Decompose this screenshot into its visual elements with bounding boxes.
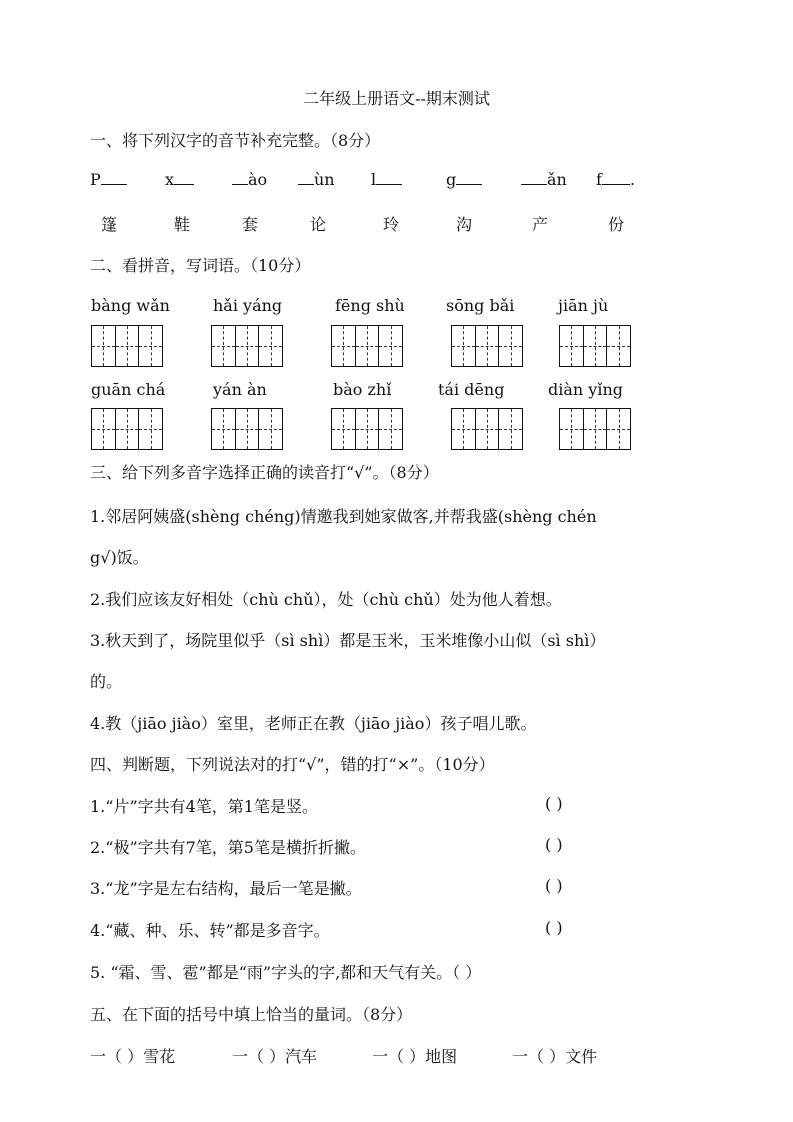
- char-8: 份: [607, 215, 624, 234]
- pinyin-10: diàn yǐng: [548, 380, 623, 399]
- pinyin-7: yán àn: [213, 380, 267, 399]
- question-3-3-line-2: 的。: [90, 672, 123, 691]
- writing-grid[interactable]: [91, 408, 163, 450]
- pinyin-8: bào zhǐ: [333, 380, 392, 399]
- section-2-heading: 二、看拼音，写词语。（10分）: [90, 256, 311, 275]
- writing-grid[interactable]: [211, 408, 283, 450]
- page-title: 二年级上册语文--期末测试: [303, 89, 490, 108]
- question-3-3-line-1: 3.秋天到了，场院里似乎（sì shì）都是玉米，玉米堆像小山似（sì shì）: [90, 631, 606, 650]
- pinyin-3: fēng shù: [335, 296, 405, 315]
- writing-grid[interactable]: [451, 325, 523, 367]
- measure-word-2: 一（ ）汽车: [232, 1047, 318, 1066]
- answer-paren[interactable]: ( ): [545, 918, 563, 937]
- writing-grid[interactable]: [211, 325, 283, 367]
- measure-word-3: 一（ ）地图: [372, 1047, 458, 1066]
- judge-item-2: 2.“极”字共有7笔，第5笔是横折折撇。: [90, 838, 366, 857]
- syllable-8: f .: [596, 170, 636, 189]
- judge-item-3: 3.“龙”字是左右结构，最后一笔是撇。: [90, 879, 362, 898]
- section-1-heading: 一、将下列汉字的音节补充完整。（8分）: [90, 131, 381, 150]
- char-2: 鞋: [173, 215, 190, 234]
- syllable-7: ǎn: [521, 170, 567, 189]
- syllable-3: ào: [232, 170, 267, 189]
- section-5-heading: 五、在下面的括号中填上恰当的量词。（8分）: [90, 1005, 413, 1024]
- judge-item-5: 5. “霜、雪、雹”都是“雨”字头的字,都和天气有关。（ ）: [90, 963, 482, 982]
- measure-word-1: 一（ ）雪花: [90, 1047, 176, 1066]
- judge-item-4: 4.“藏、种、乐、转”都是多音字。: [90, 921, 330, 940]
- question-3-2: 2.我们应该友好相处（chù chǔ），处（chù chǔ）处为他人着想。: [90, 590, 562, 609]
- section-3-heading: 三、给下列多音字选择正确的读音打“√”。（8分）: [90, 463, 439, 482]
- pinyin-9: tái dēng: [438, 380, 505, 399]
- writing-grid[interactable]: [331, 325, 403, 367]
- writing-grid[interactable]: [91, 325, 163, 367]
- syllable-6: g: [446, 170, 482, 189]
- pinyin-1: bàng wǎn: [91, 296, 170, 315]
- char-7: 产: [531, 215, 548, 234]
- pinyin-6: guān chá: [91, 380, 166, 399]
- judge-item-1: 1.“片”字共有4笔，第1笔是竖。: [90, 797, 318, 816]
- char-5: 玲: [382, 215, 399, 234]
- question-3-1-line-1: 1.邻居阿姨盛(shèng chéng)情邀我到她家做客,并帮我盛(shèng chén: [90, 507, 597, 526]
- char-6: 沟: [455, 215, 472, 234]
- syllable-5: l: [371, 170, 402, 189]
- answer-paren[interactable]: ( ): [545, 876, 563, 895]
- char-3: 套: [241, 215, 258, 234]
- writing-grid[interactable]: [559, 325, 631, 367]
- measure-word-4: 一（ ）文件: [512, 1047, 598, 1066]
- answer-paren[interactable]: ( ): [545, 835, 563, 854]
- pinyin-2: hǎi yáng: [213, 296, 283, 315]
- pinyin-4: sōng bǎi: [446, 296, 515, 315]
- pinyin-5: jiān jù: [558, 296, 609, 315]
- answer-paren[interactable]: ( ): [545, 794, 563, 813]
- syllable-1: P: [90, 170, 127, 189]
- question-3-1-line-2: g√)饭。: [90, 548, 149, 567]
- section-4-heading: 四、判断题，下列说法对的打“√”，错的打“×”。（10分）: [90, 755, 495, 774]
- char-1: 篷: [100, 215, 117, 234]
- syllable-2: x: [165, 170, 194, 189]
- char-4: 论: [309, 215, 326, 234]
- writing-grid[interactable]: [559, 408, 631, 450]
- writing-grid[interactable]: [331, 408, 403, 450]
- question-3-4: 4.教（jiāo jiào）室里，老师正在教（jiāo jiào）孩子唱儿歌。: [90, 714, 537, 733]
- syllable-4: ùn: [298, 170, 335, 189]
- writing-grid[interactable]: [451, 408, 523, 450]
